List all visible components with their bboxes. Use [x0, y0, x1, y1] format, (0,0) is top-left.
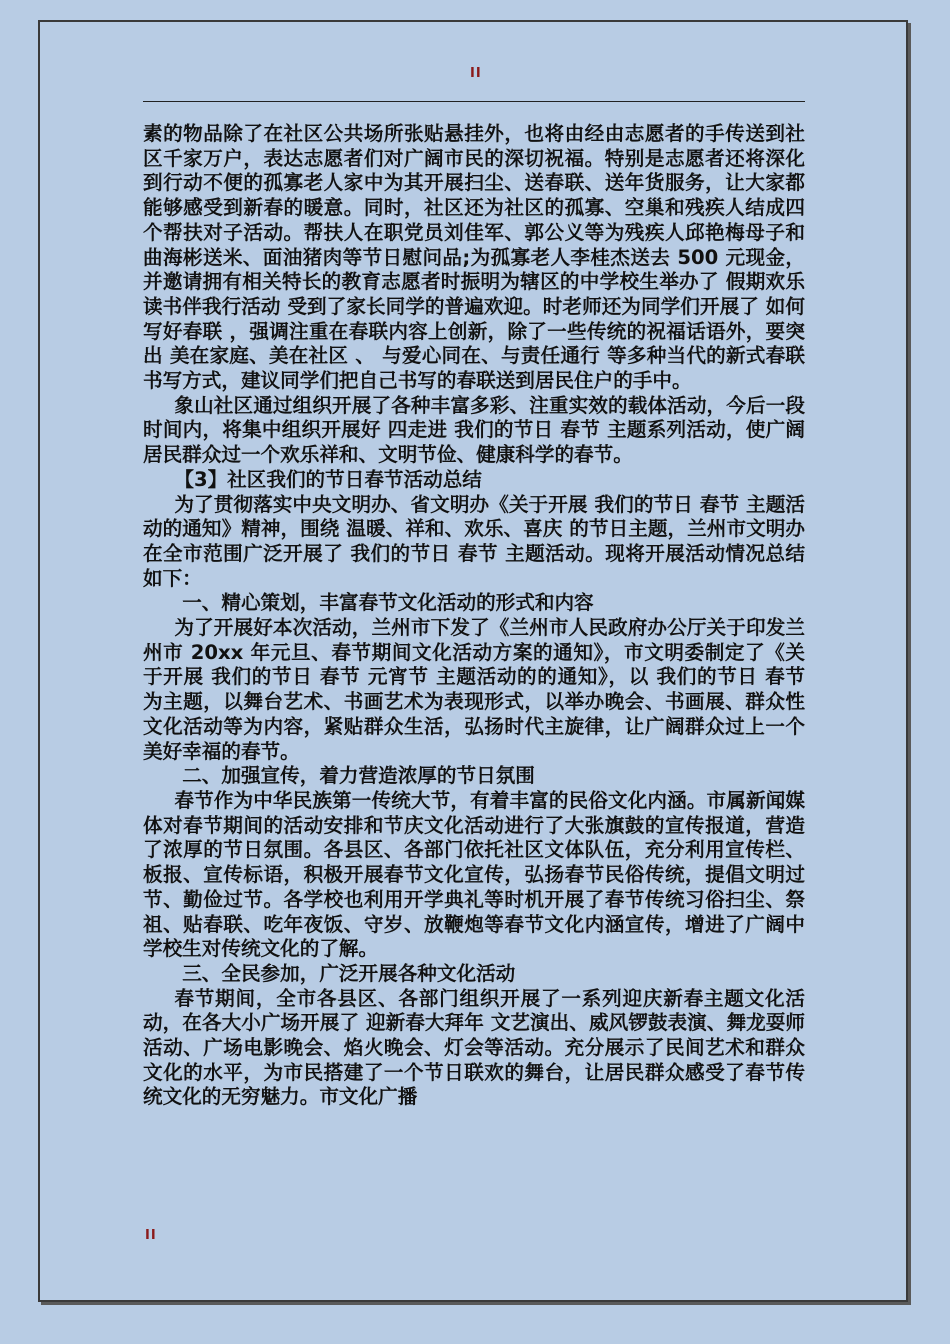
document-body [143, 122, 805, 1110]
paragraph: 春节作为中华民族第一传统大节，有着丰富的民俗文化内涵。市属新闻媒体对春节期间的活动安排和节庆文化活动进行了大张旗鼓的宣传报道，营造了浓厚的节日氛围。各县区、各部门依托社区文体队伍，充分利用宣传栏、板报、宣传标语，积极开展春节文化宣传，弘扬春节民俗传统，提倡文明过节、勤俭过节。各学校也利用开学典礼等时机开展了春节传统习俗扫尘、祭祖、贴春联、吃年夜饭、守岁、放鞭炮等春节文化内涵宣传，增进了广阔中学校生对传统文化的了解。 [143, 788, 805, 961]
subheading: 三、全民参加，广泛开展各种文化活动 [182, 961, 516, 985]
footer-mark: II [145, 1228, 157, 1243]
subheading: 二、加强宣传，着力营造浓厚的节日氛围 [182, 764, 535, 788]
section-title: 【3】社区我们的节日春节活动总结 [174, 467, 482, 491]
paragraph: 春节期间，全市各县区、各部门组织开展了一系列迎庆新春主题文化活动，在各大小广场开展了 迎新春大拜年 文艺演出、威风锣鼓表演、舞龙耍师活动、广场电影晚会、焰火晚会、灯会等活动。充分展示了民间艺术和群众文化的水平，为市民搭建了一个节日联欢的舞台，让居民群众感受了春节传统文化的无穷魅力。市文化广播 [143, 986, 805, 1109]
header-mark: II [470, 66, 482, 81]
paragraph: 象山社区通过组织开展了各种丰富多彩、注重实效的载体活动，今后一段时间内，将集中组织开展好 四走进 我们的节日 春节 主题系列活动，使广阔居民群众过一个欢乐祥和、文明节俭、健康科学的春节。 [143, 393, 805, 467]
paragraph: 为了贯彻落实中央文明办、省文明办《关于开展 我们的节日 春节 主题活动的通知》精神，围绕 温暖、祥和、欢乐、喜庆 的节日主题，兰州市文明办在全市范围广泛开展了 我们的节日 春节 主题活动。现将开展活动情况总结如下： [143, 492, 805, 590]
subheading: 一、精心策划，丰富春节文化活动的形式和内容 [182, 591, 594, 615]
paragraph: 为了开展好本次活动，兰州市下发了《兰州市人民政府办公厅关于印发兰州市 20xx 年元旦、春节期间文化活动方案的通知》，市文明委制定了《关于开展 我们的节日 春节 元宵节 主题活动的的通知》，以 我们的节日 春节 为主题，以舞台艺术、书画艺术为表现形式，以举办晚会、书画展、群众性文化活动等为内容，紧贴群众生活，弘扬时代主旋律，让广阔群众过上一个美好幸福的春节。 [143, 616, 805, 763]
header-divider [143, 101, 805, 102]
paragraph-continued: 素的物品除了在社区公共场所张贴悬挂外，也将由经由志愿者的手传送到社区千家万户，表达志愿者们对广阔市民的深切祝福。特别是志愿者还将深化到行动不便的孤寡老人家中为其开展扫尘、送春联、送年货服务，让大家都能够感受到新春的暖意。同时，社区还为社区的孤寡、空巢和残疾人结成四个帮扶对子活动。帮扶人在职党员刘佳军、郭公义等为残疾人邱艳梅母子和曲海彬送米、面油猪肉等节日慰问品;为孤寡老人李桂杰送去 500 元现金，并邀请拥有相关特长的教育志愿者时振明为辖区的中学校生举办了 假期欢乐读书伴我行活动 受到了家长同学的普遍欢迎。时老师还为同学们开展了 如何写好春联 ，强调注重在春联内容上创新，除了一些传统的祝福话语外，要突出 美在家庭、美在社区 、 与爱心同在、与责任通行 等多种当代的新式春联书写方式，建议同学们把自己书写的春联送到居民住户的手中。 [143, 122, 805, 393]
